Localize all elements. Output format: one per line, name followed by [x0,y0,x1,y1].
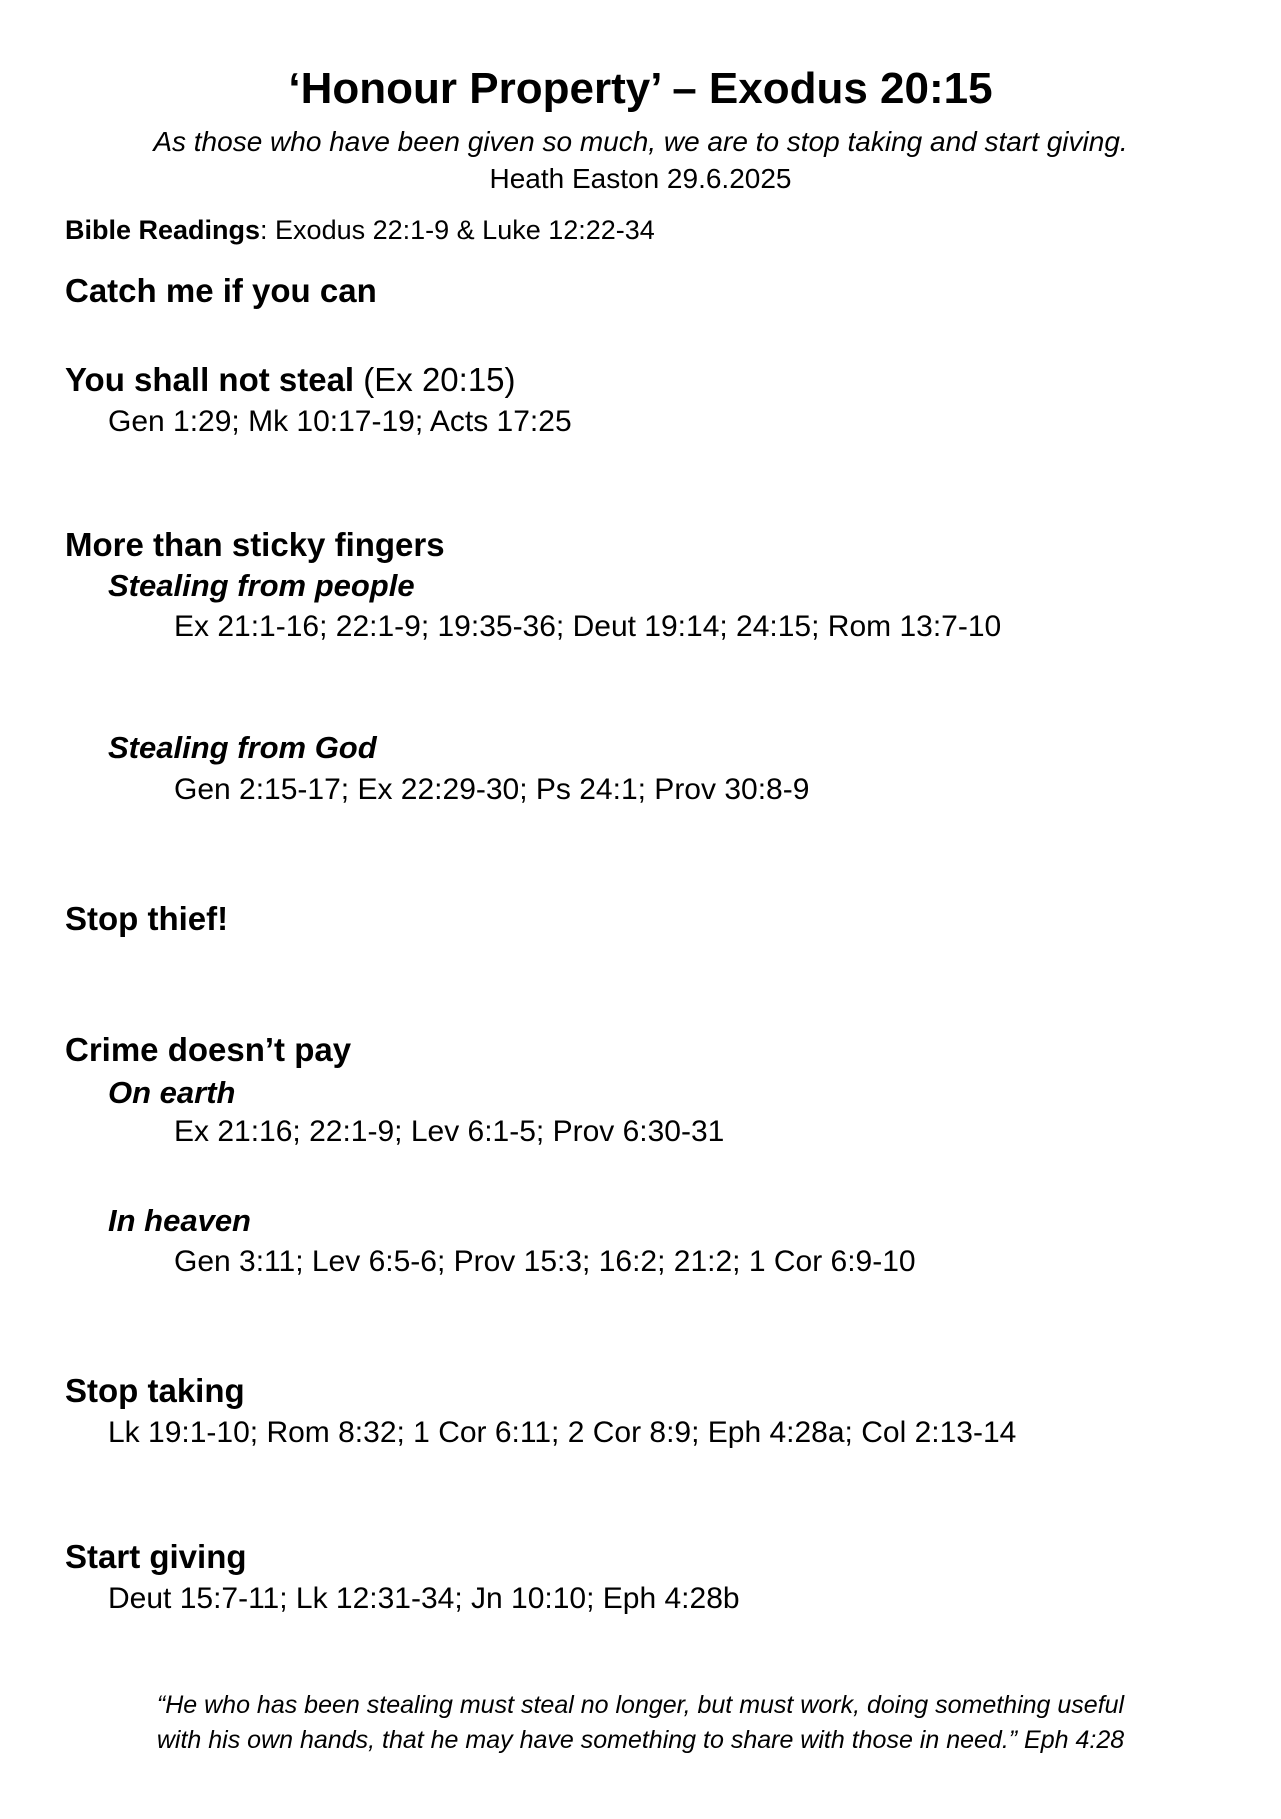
heaven-refs: Gen 3:11; Lev 6:5-6; Prov 15:3; 16:2; 21:2; 1 Cor 6:9-10 [174,1245,916,1278]
god-refs: Gen 2:15-17; Ex 22:29-30; Ps 24:1; Prov 30:8-9 [174,773,810,806]
subheading-earth: On earth [108,1075,236,1110]
author-date: Heath Easton 29.6.2025 [489,163,792,194]
subheading-heaven: In heaven [108,1203,251,1238]
heading-giving: Start giving [65,1538,247,1575]
subheading-people: Stealing from people [108,568,415,603]
heading-catch: Catch me if you can [65,272,377,309]
bible-readings-label: Bible Readings [65,215,261,245]
page-title: ‘Honour Property’ – Exodus 20:15 [288,64,993,113]
heading-taking: Stop taking [65,1372,245,1409]
closing-quote-line-2: with his own hands, that he may have something to share with those in need.” Eph 4:28 [156,1726,1125,1754]
people-refs: Ex 21:1-16; 22:1-9; 19:35-36; Deut 19:14; 24:15; Rom 13:7-10 [174,610,1002,643]
subheading-god: Stealing from God [108,730,377,765]
heading-sticky: More than sticky fingers [65,526,445,563]
bible-readings-text: : Exodus 22:1-9 & Luke 12:22-34 [260,215,655,245]
earth-refs: Ex 21:16; 22:1-9; Lev 6:1-5; Prov 6:30-31 [174,1115,725,1148]
closing-quote-line-1: “He who has been stealing must steal no longer, but must work, doing something useful [156,1691,1125,1719]
bible-readings [65,215,655,246]
heading-steal-ref: (Ex 20:15) [354,361,516,398]
taking-refs: Lk 19:1-10; Rom 8:32; 1 Cor 6:11; 2 Cor 8:9; Eph 4:28a; Col 2:13-14 [108,1416,1017,1449]
giving-refs: Deut 15:7-11; Lk 12:31-34; Jn 10:10; Eph 4:28b [108,1582,740,1615]
heading-steal-text: You shall not steal [65,361,355,398]
heading-steal [65,361,516,399]
page-subtitle: As those who have been given so much, we are to stop taking and start giving. [153,126,1128,157]
heading-crime: Crime doesn’t pay [65,1031,352,1068]
steal-refs: Gen 1:29; Mk 10:17-19; Acts 17:25 [108,405,572,438]
heading-thief: Stop thief! [65,900,229,937]
closing-quote [0,1688,1281,1758]
